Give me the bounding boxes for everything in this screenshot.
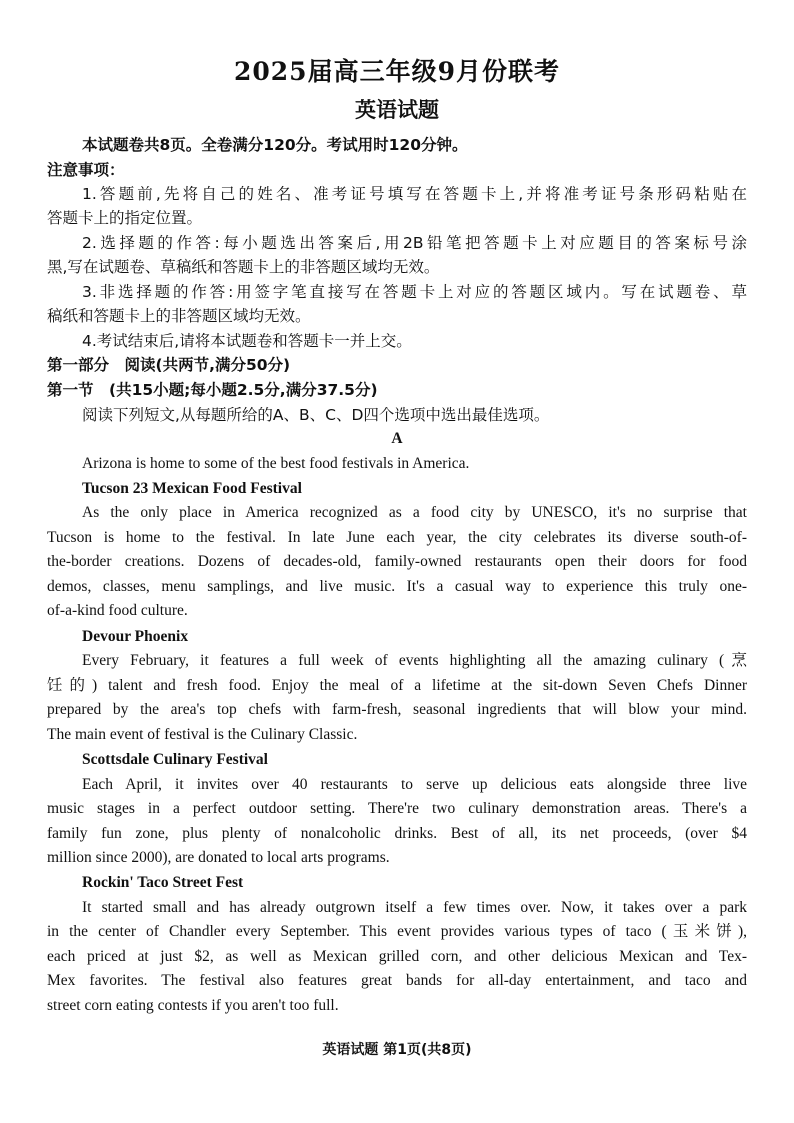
page-footer: 英语试题 第1页(共8页) (322, 1042, 472, 1058)
notice-item-1-cont: 答题卡上的指定位置。 (47, 209, 203, 227)
passage-label: A (391, 430, 403, 447)
festival-heading-taco: Rockin' Taco Street Fest (82, 874, 244, 891)
passage-intro: Arizona is home to some of the best food festivals in America. (82, 455, 470, 472)
scottsdale-paragraph-line: million since 2000), are donated to local arts programs. (47, 849, 390, 866)
tucson-paragraph-line: Tucson is home to the festival. In late June each year, the city celebrates its diverse south-of- (47, 529, 747, 546)
taco-paragraph-line: in the center of Chandler every September. This event provides various types of taco (玉米饼), (47, 923, 747, 940)
part-heading: 第一部分 阅读(共两节,满分50分) (47, 356, 291, 374)
taco-paragraph-line: street corn eating contests if you aren't too full. (47, 997, 339, 1014)
notice-item-2: 2.选择题的作答:每小题选出答案后,用2B铅笔把答题卡上对应题目的答案标号涂 (82, 234, 747, 252)
festival-heading-scottsdale: Scottsdale Culinary Festival (82, 751, 268, 768)
scottsdale-paragraph-line: music stages in a perfect outdoor setting. There're two culinary demonstration areas. There's a (47, 800, 747, 817)
taco-paragraph-line: It started small and has already outgrown itself a few times over. Now, it takes over a park (82, 899, 747, 916)
scottsdale-paragraph-line: Each April, it invites over 40 restaurants to serve up delicious eats alongside three live (82, 776, 747, 793)
notice-item-1: 1.答题前,先将自己的姓名、准考证号填写在答题卡上,并将准考证号条形码粘贴在 (82, 185, 747, 203)
notice-heading: 注意事项： (47, 161, 125, 179)
page-subtitle: 英语试题 (355, 97, 439, 122)
notice-item-4: 4.考试结束后,请将本试题卷和答题卡一并上交。 (82, 332, 412, 350)
scottsdale-paragraph-line: family fun zone, plus plenty of nonalcoholic drinks. Best of all, its net proceeds, (over $4 (47, 825, 747, 842)
tucson-paragraph-line: of-a-kind food culture. (47, 602, 188, 619)
festival-heading-tucson: Tucson 23 Mexican Food Festival (82, 480, 302, 497)
tucson-paragraph-line: the-border creations. Dozens of decades-old, family-owned restaurants open their doors for food (47, 553, 747, 570)
notice-item-2-cont: 黑,写在试题卷、草稿纸和答题卡上的非答题区域均无效。 (47, 258, 440, 276)
festival-heading-devour-phoenix: Devour Phoenix (82, 628, 189, 645)
section-heading: 第一节 (共15小题;每小题2.5分,满分37.5分) (47, 381, 378, 399)
tucson-paragraph-line: As the only place in America recognized as a food city by UNESCO, it's no surprise that (82, 504, 747, 521)
notice-item-3: 3.非选择题的作答:用签字笔直接写在答题卡上对应的答题区域内。写在试题卷、草 (82, 283, 747, 301)
phoenix-paragraph-line: The main event of festival is the Culinary Classic. (47, 726, 358, 743)
taco-paragraph-line: Mex favorites. The festival also features great bands for all-day entertainment, and taco and (47, 972, 747, 989)
phoenix-paragraph-line: prepared by the area's top chefs with farm-fresh, seasonal ingredients that will blow your mind. (47, 701, 747, 718)
phoenix-paragraph-line: 饪的) talent and fresh food. Enjoy the meal of a lifetime at the sit-down Seven Chefs Dinner (47, 677, 747, 694)
tucson-paragraph-line: demos, classes, menu samplings, and live music. It's a casual way to experience this truly one- (47, 578, 747, 595)
phoenix-paragraph-line: Every February, it features a full week of events highlighting all the amazing culinary (烹 (82, 652, 747, 669)
taco-paragraph-line: each priced at just $2, as well as Mexican grilled corn, and other delicious Mexican and Tex- (47, 948, 747, 965)
page-title: 2025届高三年级9月份联考 (234, 57, 560, 86)
exam-summary: 本试题卷共8页。全卷满分120分。考试用时120分钟。 (82, 136, 468, 154)
notice-item-3-cont: 稿纸和答题卡上的非答题区域均无效。 (47, 307, 311, 325)
section-instruction: 阅读下列短文,从每题所给的A、B、C、D四个选项中选出最佳选项。 (82, 406, 550, 424)
